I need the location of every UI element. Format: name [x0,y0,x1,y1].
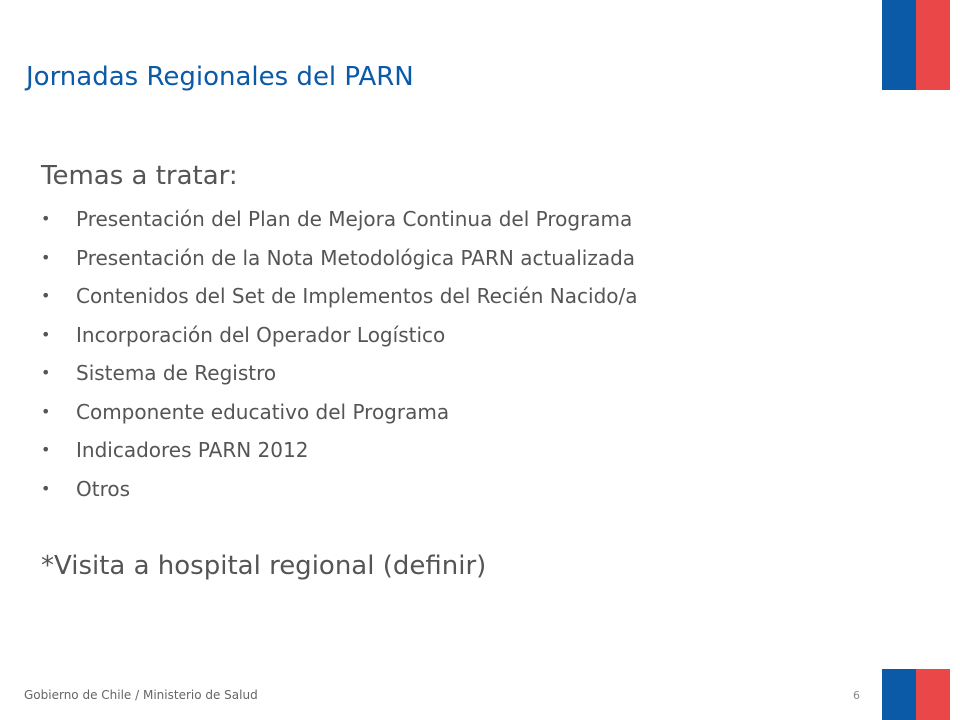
page-number: 6 [853,689,860,702]
topic-text: Indicadores PARN 2012 [76,438,309,462]
flag-blue-band [882,669,916,720]
bullet-icon: • [41,247,51,267]
topic-text: Componente educativo del Programa [76,399,450,424]
bullet-icon: • [41,478,51,498]
bullet-icon: • [41,363,51,382]
bullet-icon: • [41,440,51,459]
bullet-icon: • [41,286,51,305]
topic-text: Presentación de la Nota Metodológica PARN actualizada [76,245,636,270]
flag-red-band [916,0,950,90]
topic-item [41,356,638,395]
topic-text: Contenidos del Set de Implementos del Recién Nacido/a [76,284,638,308]
topic-item [41,318,638,357]
topic-item [41,472,638,511]
bullet-icon: • [41,324,51,344]
chile-flag-decoration-bottom [882,669,950,720]
bullet-icon: • [41,209,51,228]
topics-heading: Temas a tratar: [41,161,238,191]
topic-item [41,395,638,434]
topic-item [41,279,638,318]
topics-list [41,202,638,510]
bullet-icon: • [41,401,51,421]
topic-text: Presentación del Plan de Mejora Continua del Programa [76,207,633,231]
topic-item [41,241,638,280]
footer-organization: Gobierno de Chile / Ministerio de Salud [24,688,258,702]
slide-title: Jornadas Regionales del PARN [26,62,414,92]
topic-text: Sistema de Registro [76,361,277,385]
topic-text: Incorporación del Operador Logístico [76,322,446,347]
hospital-visit-note: *Visita a hospital regional (definir) [41,551,487,581]
topic-text: Otros [76,476,131,501]
topic-item [41,202,638,241]
chile-flag-decoration-top [882,0,950,90]
flag-red-band [916,669,950,720]
flag-blue-band [882,0,916,90]
topic-item [41,433,638,472]
